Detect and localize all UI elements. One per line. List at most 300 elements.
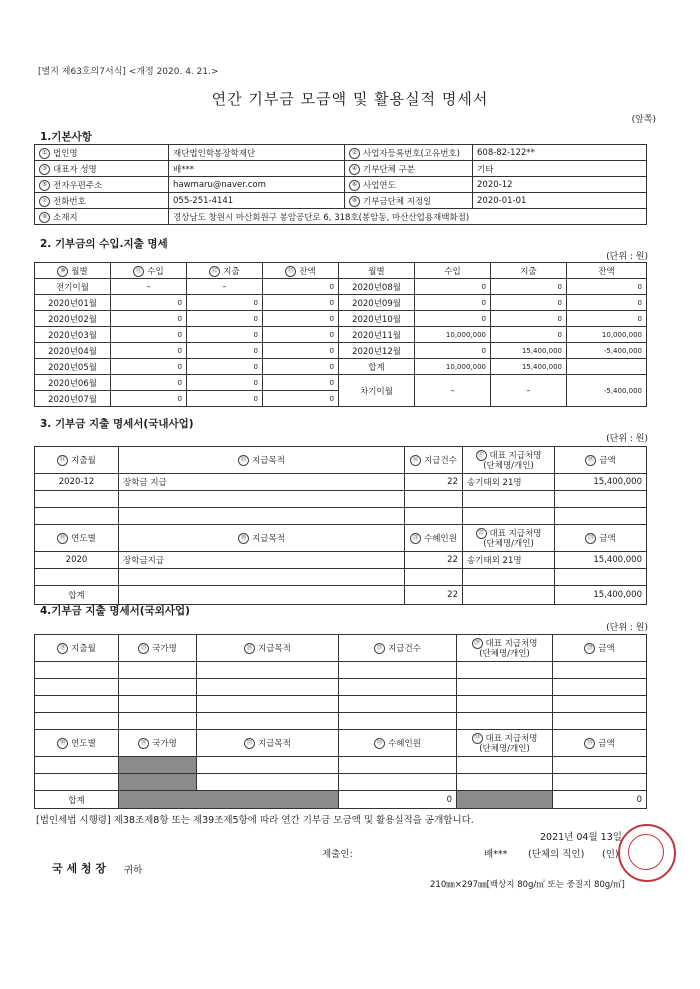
table-cell <box>415 375 491 407</box>
table-cell <box>263 279 339 295</box>
cell-text: 지급건수 <box>424 456 457 466</box>
document-title: 연간 기부금 모금액 및 활용실적 명세서 <box>211 90 489 108</box>
overseas-yearly-row <box>35 757 647 774</box>
cell-text: 지출 <box>223 266 240 277</box>
table-cell <box>35 525 119 552</box>
table-cell <box>119 774 197 791</box>
cell-text: 0 <box>329 330 334 339</box>
income-expense-row <box>35 343 647 359</box>
domestic-row-empty <box>35 508 647 525</box>
cell-text: 지급목적 <box>258 739 291 749</box>
cell-text: 지급목적 <box>258 644 291 654</box>
field-number-badge: ㉝ <box>374 738 385 749</box>
section1-title: 1.기본사항 <box>40 131 92 143</box>
table-cell <box>553 696 647 713</box>
income-expense-row <box>35 359 647 375</box>
table-cell <box>553 635 647 662</box>
section2-title: 2. 기부금의 수입.지출 명세 <box>40 238 168 250</box>
cell-text: 15,400,000 <box>593 590 642 600</box>
table-cell <box>35 447 119 474</box>
field-number-badge: ㉗ <box>374 643 385 654</box>
cell-text: 0 <box>253 330 258 339</box>
domestic-expense-table <box>34 446 647 605</box>
overseas-row-empty <box>35 696 647 713</box>
table-cell <box>35 635 119 662</box>
table-cell <box>339 635 457 662</box>
table-cell <box>567 327 647 343</box>
field-number-badge: ⑦ <box>39 196 50 207</box>
field-value <box>473 177 647 193</box>
table-cell <box>119 508 405 525</box>
paper-spec: 210㎜×297㎜[백상지 80g/㎡ 또는 중질지 80g/㎡] <box>430 880 625 890</box>
cell-text: 합계 <box>68 591 85 601</box>
table-cell <box>119 679 197 696</box>
table-cell <box>339 343 415 359</box>
table-cell <box>491 311 567 327</box>
cell-text: 2020-01-01 <box>477 195 527 206</box>
table-cell <box>463 447 555 474</box>
cell-text: – <box>146 281 151 292</box>
table-cell <box>405 447 463 474</box>
table-cell <box>339 311 415 327</box>
basic-info-row <box>35 145 647 161</box>
table-cell <box>187 375 263 391</box>
table-cell <box>35 662 119 679</box>
table-cell <box>405 474 463 491</box>
cell-text: 지출월 <box>71 644 96 654</box>
table-cell <box>339 679 457 696</box>
cell-text: 10,000,000 <box>445 362 486 371</box>
cell-text: 대표 지급처명 <box>489 450 542 461</box>
table-cell <box>197 679 339 696</box>
field-number-badge: ㉘ <box>472 638 483 649</box>
overseas-header-yearly <box>35 730 647 757</box>
table-cell <box>415 263 491 279</box>
table-cell <box>553 679 647 696</box>
recipient-suffix: 귀하 <box>124 865 143 876</box>
table-cell <box>491 359 567 375</box>
table-cell <box>339 757 457 774</box>
table-cell <box>339 327 415 343</box>
table-cell <box>553 774 647 791</box>
field-number-badge: ⑩ <box>57 266 68 277</box>
cell-text: -5,400,000 <box>603 386 642 395</box>
table-cell <box>463 491 555 508</box>
table-cell <box>405 525 463 552</box>
domestic-header <box>35 447 647 474</box>
cell-text: 송기태외 21명 <box>467 478 522 488</box>
section2-unit: (단위 : 원) <box>606 252 648 262</box>
table-cell <box>187 279 263 295</box>
cell-text: 0 <box>329 314 334 323</box>
field-label <box>345 161 473 177</box>
cell-text: 2020년09월 <box>352 298 401 309</box>
table-cell <box>111 311 187 327</box>
official-seal-stamp <box>618 824 676 882</box>
field-number-badge: ㉚ <box>57 738 68 749</box>
cell-text: 2020년06월 <box>48 378 97 389</box>
cell-text: 배*** <box>173 164 194 175</box>
domestic-header-yearly <box>35 525 647 552</box>
table-cell <box>35 730 119 757</box>
cell-text: 전화번호 <box>53 196 86 207</box>
cell-text: 소재지 <box>53 212 78 223</box>
cell-text: 0 <box>637 314 642 323</box>
field-number-badge: ① <box>39 148 50 159</box>
table-cell <box>119 525 405 552</box>
table-cell <box>339 295 415 311</box>
table-cell <box>415 311 491 327</box>
cell-text: 합계 <box>368 362 385 373</box>
cell-text: 15,400,000 <box>521 346 562 355</box>
table-cell <box>119 791 339 809</box>
cell-text: 10,000,000 <box>445 330 486 339</box>
cell-text: 대표자 성명 <box>53 164 97 175</box>
cell-text: 0 <box>557 314 562 323</box>
table-cell <box>567 375 647 407</box>
section4-unit: (단위 : 원) <box>606 623 648 633</box>
table-cell <box>457 635 553 662</box>
table-cell <box>119 491 405 508</box>
table-cell <box>405 491 463 508</box>
cell-text: 0 <box>177 362 182 371</box>
cell-text: 전기이월 <box>56 282 89 293</box>
table-cell <box>35 586 119 605</box>
cell-text: -5,400,000 <box>603 346 642 355</box>
cell-text: 2020년01월 <box>48 298 97 309</box>
basic-info-row <box>35 161 647 177</box>
table-cell <box>197 713 339 730</box>
table-cell <box>491 327 567 343</box>
cell-text: 0 <box>481 298 486 307</box>
cell-text: 0 <box>253 298 258 307</box>
table-cell <box>463 552 555 569</box>
table-cell <box>457 696 553 713</box>
table-cell <box>339 279 415 295</box>
overseas-yearly-row <box>35 774 647 791</box>
table-cell <box>463 525 555 552</box>
table-cell <box>263 295 339 311</box>
table-cell <box>119 696 197 713</box>
table-cell <box>555 569 647 586</box>
cell-text: 0 <box>253 362 258 371</box>
table-cell <box>553 713 647 730</box>
income-expense-row <box>35 327 647 343</box>
field-value <box>473 193 647 209</box>
table-cell <box>197 730 339 757</box>
cell-text: 수혜인원 <box>424 534 457 544</box>
table-cell <box>415 343 491 359</box>
cell-text: 전자우편주소 <box>53 180 103 191</box>
table-cell <box>111 343 187 359</box>
table-cell <box>197 696 339 713</box>
table-cell <box>35 713 119 730</box>
cell-text: 대표 지급처명 <box>485 638 538 649</box>
cell-text: 2020년11월 <box>352 330 401 341</box>
table-cell <box>187 311 263 327</box>
table-cell <box>567 311 647 327</box>
table-cell <box>119 552 405 569</box>
table-cell <box>491 263 567 279</box>
income-expense-header <box>35 263 647 279</box>
cell-text: 15,400,000 <box>593 477 642 487</box>
table-cell <box>119 730 197 757</box>
table-cell <box>111 295 187 311</box>
cell-text: 0 <box>557 282 562 291</box>
field-number-badge: ⑯ <box>410 455 421 466</box>
field-number-badge: ⑰ <box>476 450 487 461</box>
cell-text: 지출월 <box>71 456 96 466</box>
field-number-badge: ㉔ <box>57 643 68 654</box>
field-number-badge: ㉞ <box>472 733 483 744</box>
table-cell <box>555 508 647 525</box>
cell-text: 0 <box>253 394 258 403</box>
field-label <box>345 145 473 161</box>
cell-text: 경상남도 창원시 마산회원구 봉암공단로 6, 318호(봉암동, 마산산업용재백화점) <box>173 212 470 223</box>
field-number-badge: ⑳ <box>238 533 249 544</box>
cell-text: – <box>450 385 455 396</box>
table-cell <box>35 491 119 508</box>
table-cell <box>415 359 491 375</box>
table-cell <box>555 552 647 569</box>
cell-text: 0 <box>637 282 642 291</box>
field-label <box>35 193 169 209</box>
income-expense-row <box>35 279 647 295</box>
table-cell <box>119 635 197 662</box>
cell-text: 15,400,000 <box>593 555 642 565</box>
table-cell <box>339 774 457 791</box>
table-cell <box>553 757 647 774</box>
cell-text: 2020년04월 <box>48 346 97 357</box>
table-cell <box>35 343 111 359</box>
table-cell <box>553 791 647 809</box>
table-cell <box>553 730 647 757</box>
table-cell <box>111 375 187 391</box>
table-cell <box>35 508 119 525</box>
cell-text: 10,000,000 <box>601 330 642 339</box>
table-cell <box>491 279 567 295</box>
table-cell <box>555 474 647 491</box>
table-cell <box>197 662 339 679</box>
cell-text: – <box>526 385 531 396</box>
table-cell <box>35 311 111 327</box>
cell-subtext: (단체명/개인) <box>483 538 534 549</box>
overseas-header <box>35 635 647 662</box>
field-value <box>169 193 345 209</box>
field-number-badge: ㉑ <box>410 533 421 544</box>
cell-text: hawmaru@naver.com <box>173 179 266 190</box>
field-number-badge: ⑨ <box>39 212 50 223</box>
field-label <box>35 177 169 193</box>
table-cell <box>263 343 339 359</box>
field-label <box>35 161 169 177</box>
field-value <box>169 161 345 177</box>
table-cell <box>35 474 119 491</box>
cell-text: 0 <box>557 330 562 339</box>
cell-text: 지급건수 <box>388 644 421 654</box>
table-cell <box>567 295 647 311</box>
table-cell <box>463 586 555 605</box>
income-expense-table <box>34 262 647 407</box>
table-cell <box>111 263 187 279</box>
table-cell <box>339 375 415 407</box>
field-number-badge: ④ <box>349 164 360 175</box>
table-cell <box>339 662 457 679</box>
cell-text: 금액 <box>599 534 616 544</box>
cell-text: 0 <box>637 298 642 307</box>
table-cell <box>263 311 339 327</box>
table-cell <box>405 569 463 586</box>
table-cell <box>119 474 405 491</box>
section4-title: 4.기부금 지출 명세서(국외사업) <box>40 605 190 617</box>
field-value <box>169 145 345 161</box>
table-cell <box>491 343 567 359</box>
cell-subtext: (단체명/개인) <box>479 743 530 754</box>
cell-text: 0 <box>329 282 334 291</box>
cell-text: 잔액 <box>598 266 615 277</box>
section3-title: 3. 기부금 지출 명세서(국내사업) <box>40 418 194 430</box>
cell-text: 연도별 <box>71 534 96 544</box>
table-cell <box>35 679 119 696</box>
table-cell <box>263 359 339 375</box>
table-cell <box>555 447 647 474</box>
seal-mark: (인) <box>602 849 619 860</box>
table-cell <box>555 586 647 605</box>
basic-info-row <box>35 193 647 209</box>
table-cell <box>119 447 405 474</box>
cell-text: 0 <box>177 378 182 387</box>
cell-text: 수입 <box>147 266 164 277</box>
cell-text: 0 <box>177 314 182 323</box>
table-cell <box>35 791 119 809</box>
field-number-badge: ⑮ <box>238 455 249 466</box>
table-cell <box>187 327 263 343</box>
field-label <box>35 209 169 225</box>
overseas-row-empty <box>35 679 647 696</box>
cell-text: 0 <box>329 362 334 371</box>
form-reference: [별지 제63호의7서식] <개정 2020. 4. 21.> <box>38 67 219 77</box>
field-value <box>169 177 345 193</box>
cell-text: 지출 <box>520 266 537 277</box>
cell-text: 기부금단체 지정일 <box>363 196 432 207</box>
cell-text: 0 <box>481 282 486 291</box>
table-cell <box>119 713 197 730</box>
cell-text: 0 <box>177 346 182 355</box>
cell-text: 0 <box>329 298 334 307</box>
cell-text: 2020년03월 <box>48 330 97 341</box>
basic-info-row <box>35 177 647 193</box>
basic-info-row <box>35 209 647 225</box>
field-label <box>35 145 169 161</box>
table-cell <box>35 359 111 375</box>
cell-text: 월별 <box>368 266 385 277</box>
table-cell <box>35 774 119 791</box>
cell-text: 055-251-4141 <box>173 195 234 206</box>
table-cell <box>457 774 553 791</box>
table-cell <box>457 791 553 809</box>
cell-text: 수혜인원 <box>388 739 421 749</box>
table-cell <box>119 586 405 605</box>
field-number-badge: ⑲ <box>57 533 68 544</box>
cell-text: 대표 지급처명 <box>485 733 538 744</box>
cell-text: 대표 지급처명 <box>489 528 542 539</box>
cell-text: 0 <box>253 314 258 323</box>
field-number-badge: ② <box>349 148 360 159</box>
cell-text: 금액 <box>598 739 615 749</box>
field-value <box>473 161 647 177</box>
submitter-role: (단체의 직인) <box>528 849 585 860</box>
table-cell <box>111 359 187 375</box>
cell-text: 22 <box>447 477 458 487</box>
cell-text: 잔액 <box>299 266 316 277</box>
table-cell <box>35 279 111 295</box>
recipient: 국 세 청 장 <box>52 862 106 875</box>
cell-text: 장학금 지급 <box>123 478 167 488</box>
overseas-row-empty <box>35 662 647 679</box>
table-cell <box>567 343 647 359</box>
table-cell <box>35 327 111 343</box>
cell-text: 0 <box>253 346 258 355</box>
table-cell <box>457 713 553 730</box>
field-value <box>169 209 647 225</box>
overseas-expense-table <box>34 634 647 809</box>
cell-text: 법인명 <box>53 148 78 159</box>
cell-text: 사업자등록번호(고유번호) <box>363 148 460 159</box>
cell-text: 국가명 <box>152 739 177 749</box>
table-cell <box>339 713 457 730</box>
table-cell <box>263 327 339 343</box>
table-cell <box>567 279 647 295</box>
table-cell <box>197 635 339 662</box>
cell-text: 0 <box>329 378 334 387</box>
cell-text: 월별 <box>71 266 88 277</box>
table-cell <box>119 662 197 679</box>
cell-text: 2020년12월 <box>352 346 401 357</box>
field-value <box>473 145 647 161</box>
cell-text: 금액 <box>599 456 616 466</box>
domestic-row-empty <box>35 569 647 586</box>
cell-text: 장학금지급 <box>123 556 165 566</box>
cell-text: 15,400,000 <box>521 362 562 371</box>
domestic-yearly-row <box>35 552 647 569</box>
cell-text: 송기태외 21명 <box>467 556 522 566</box>
field-number-badge: ⑤ <box>39 180 50 191</box>
table-cell <box>457 730 553 757</box>
table-cell <box>457 662 553 679</box>
field-number-badge: ㉟ <box>584 738 595 749</box>
submission-date: 2021년 04월 13일 <box>540 832 622 843</box>
table-cell <box>463 508 555 525</box>
table-cell <box>339 730 457 757</box>
section3-unit: (단위 : 원) <box>606 434 648 444</box>
field-number-badge: ㉖ <box>244 643 255 654</box>
cell-text: 사업연도 <box>363 180 396 191</box>
field-number-badge: ㉒ <box>476 528 487 539</box>
cell-text: 2020-12 <box>477 179 513 190</box>
table-cell <box>567 263 647 279</box>
cell-text: 재단법인학봉장학재단 <box>173 148 256 159</box>
cell-text: 2020년07월 <box>48 394 97 405</box>
table-cell <box>187 343 263 359</box>
table-cell <box>555 491 647 508</box>
cell-text: 2020년10월 <box>352 314 401 325</box>
table-cell <box>197 757 339 774</box>
field-label <box>345 177 473 193</box>
page-side-label: (앞쪽) <box>631 115 656 125</box>
table-cell <box>263 391 339 407</box>
cell-text: 기타 <box>477 164 494 175</box>
table-cell <box>35 295 111 311</box>
